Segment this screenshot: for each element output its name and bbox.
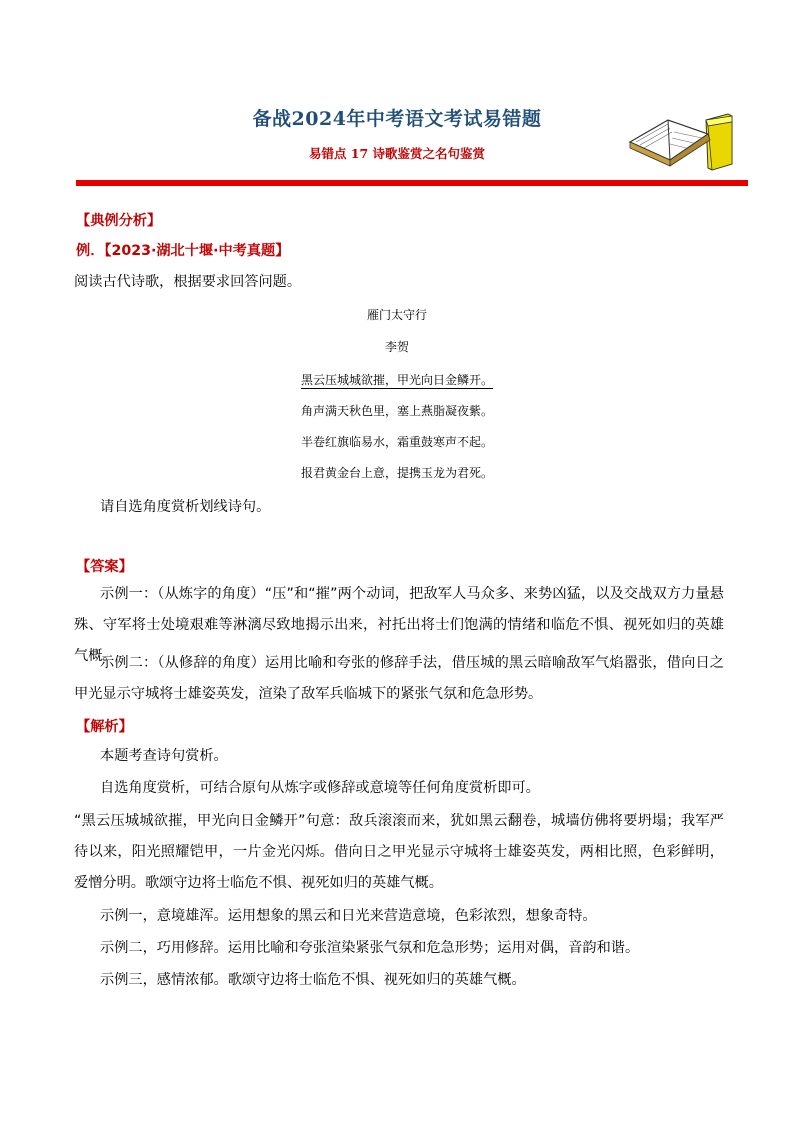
example-source: 【2023·湖北十堰·中考真题】 xyxy=(104,243,290,259)
analysis-paragraph: 示例二，巧用修辞。运用比喻和夸张渲染紧张气氛和危急形势；运用对偶，音韵和谐。 xyxy=(100,940,640,956)
page-title: 备战2024年中考语文考试易错题 xyxy=(252,108,542,130)
analysis-paragraph: 示例三，感情浓郁。歌颂守边将士临危不惧、视死如归的英雄气概。 xyxy=(100,972,526,988)
analysis-label: 【解析】 xyxy=(76,719,133,735)
open-book-icon xyxy=(628,112,740,174)
analysis-paragraph: 本题考查诗句赏析。 xyxy=(100,748,228,764)
analysis-heading: 【典例分析】 xyxy=(76,213,162,229)
instruction-text: 阅读古代诗歌，根据要求回答问题。 xyxy=(74,274,302,290)
answer-heading: 【答案】 xyxy=(76,559,133,575)
question-text: 请自选角度赏析划线诗句。 xyxy=(100,499,271,515)
poem-author: 李贺 xyxy=(384,340,409,354)
poem-line: 报君黄金台上意，提携玉龙为君死。 xyxy=(300,466,493,480)
poem-line: 角声满天秋色里，塞上燕脂凝夜紫。 xyxy=(300,404,493,418)
underlined-poem-line: 黑云压城城欲摧，甲光向日金鳞开。 xyxy=(300,373,493,387)
poem-line: 半卷红旗临易水，霜重鼓寒声不起。 xyxy=(300,435,493,449)
page-subtitle: 易错点 17 诗歌鉴赏之名句鉴赏 xyxy=(308,146,486,161)
poem-line xyxy=(0,371,794,388)
answer-paragraph: 示例二：（从修辞的角度）运用比喻和夸张的修辞手法，借压城的黑云暗喻敌军气焰嚣张，借向日之甲光显示守城将士雄姿英发，渲染了敌军兵临城下的紧张气氛和危急形势。 xyxy=(74,655,724,702)
analysis-paragraph: 自选角度赏析，可结合原句从炼字或修辞或意境等任何角度赏析即可。 xyxy=(100,780,540,796)
answer-paragraph: 示例一：（从炼字的角度）“压”和“摧”两个动词，把敌军人马众多、来势凶猛，以及交战双方力量悬殊、守军将士处境艰难等淋漓尽致地揭示出来，衬托出将士们饱满的情绪和临危不惧、视死如归的英雄气概。 xyxy=(74,586,724,664)
analysis-paragraph: 示例一，意境雄浑。运用想象的黑云和日光来营造意境，色彩浓烈，想象奇特。 xyxy=(100,908,597,924)
example-line xyxy=(76,240,289,260)
header-divider xyxy=(76,180,748,186)
example-prefix: 例． xyxy=(76,243,105,259)
analysis-paragraph: “黑云压城城欲摧，甲光向日金鳞开”句意：敌兵滚滚而来，犹如黑云翻卷，城墙仿佛将要坍塌；我军严待以来，阳光照耀铠甲，一片金光闪烁。借向日之甲光显示守城将士雄姿英发，两相比照，色彩鲜明，爱憎分明。歌颂守边将士临危不惧、视死如归的英雄气概。 xyxy=(74,813,724,891)
poem-title: 雁门太守行 xyxy=(366,308,427,322)
